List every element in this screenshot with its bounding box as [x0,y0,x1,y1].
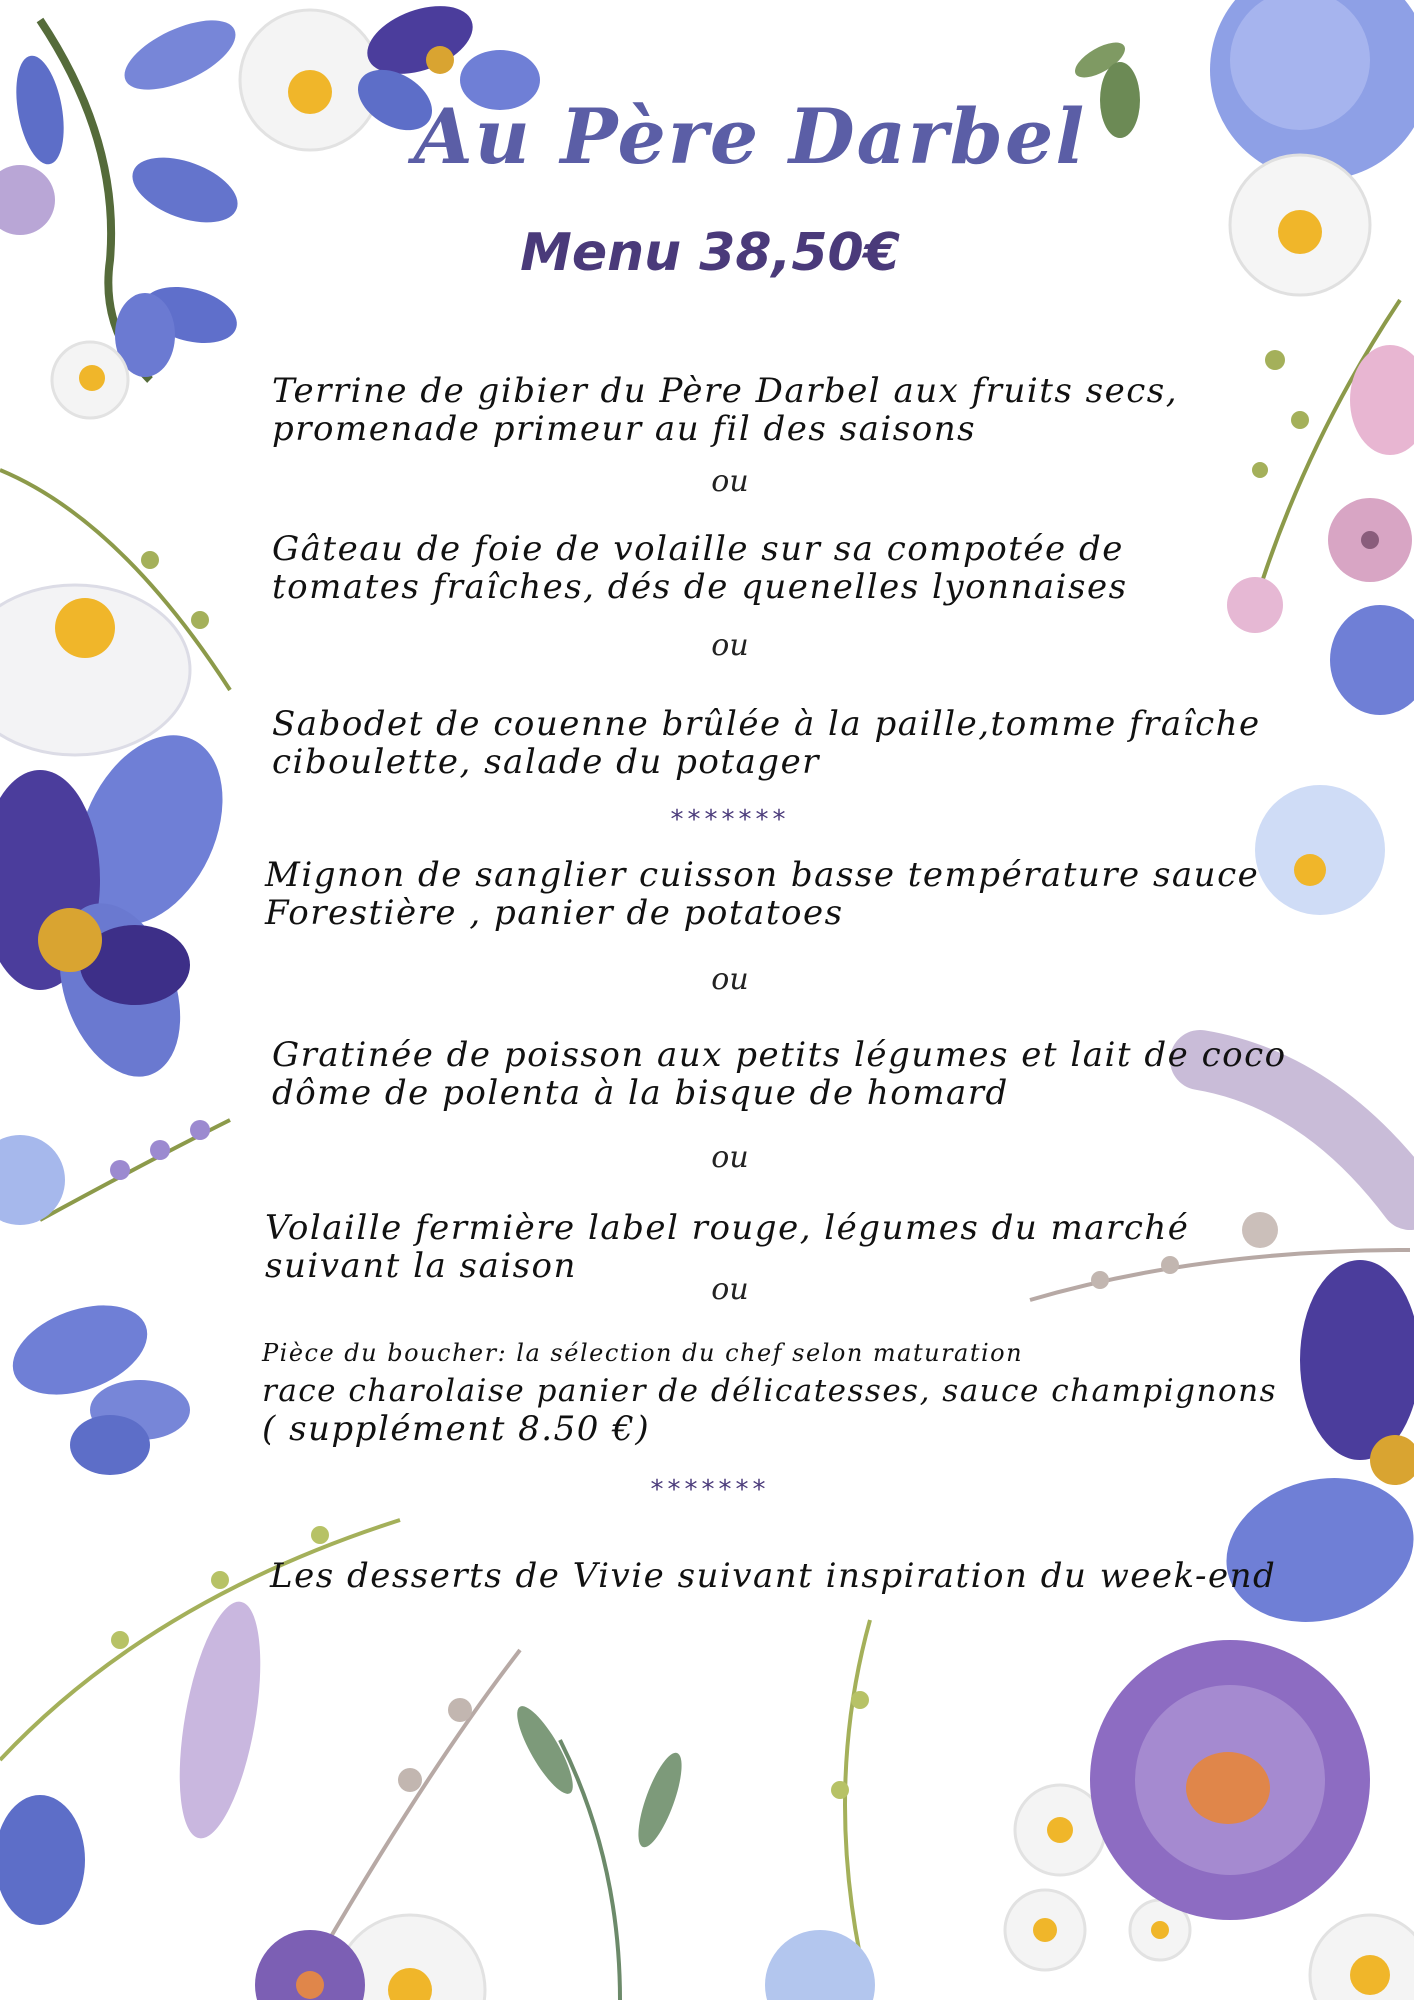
plat-1-line-1: Mignon de sanglier cuisson basse température sauce [265,855,1260,895]
plat-1-line-2: Forestière , panier de potatoes [265,893,844,933]
entree-3-line-1: Sabodet de couenne brûlée à la paille,tomme fraîche [272,704,1261,744]
entree-1-line-1: Terrine de gibier du Père Darbel aux fruits secs, [272,371,1179,411]
plat-3-line-2: suivant la saison [265,1246,577,1286]
restaurant-name: Au Père Darbel [413,92,1087,181]
dessert-line: Les desserts de Vivie suivant inspiration du week-end [270,1556,1277,1596]
plat-4-supplement: ( supplément 8.50 €) [262,1409,651,1449]
left-big-violet [0,712,251,1093]
left-crocus [1,1288,190,1475]
separator-or: ou [711,464,749,499]
plat-4-line-1: Pièce du boucher: la sélection du chef selon maturation [262,1339,1024,1367]
entree-2-line-1: Gâteau de foie de volaille sur sa compotée de [272,529,1124,569]
right-greenery [1227,300,1414,715]
top-daisy [240,10,380,150]
separator-or: ou [711,962,749,997]
entree-3 [272,705,1261,781]
entree-1 [272,372,1178,448]
dessert [270,1557,1276,1595]
plat-2-line-1: Gratinée de poisson aux petits légumes et lait de coco [272,1035,1287,1075]
plat-2 [272,1036,1287,1112]
separator-or: ou [711,1272,749,1307]
entree-1-line-2: promenade primeur au fil des saisons [272,409,977,449]
separator-or: ou [711,628,749,663]
left-narcissus [0,585,190,755]
separator-or: ou [711,1140,749,1175]
separator-stars: ******* [650,1475,770,1505]
plat-1 [265,856,1259,932]
plat-4 [262,1334,1277,1448]
entree-2 [272,530,1128,606]
separator-stars: ******* [670,805,790,835]
plat-2-line-2: dôme de polenta à la bisque de homard [272,1073,1009,1113]
entree-2-line-2: tomates fraîches, dés de quenelles lyonnaises [272,567,1128,607]
plat-3-line-1: Volaille fermière label rouge, légumes du marché [265,1208,1190,1248]
left-lavender [0,1120,230,1225]
top-right-peony [1070,0,1414,180]
entree-3-line-2: ciboulette, salade du potager [272,742,820,782]
plat-4-line-2: race charolaise panier de délicatesses, sauce champignons [262,1373,1278,1409]
menu-price-title: Menu 38,50€ [520,223,900,283]
right-daisy [1230,155,1370,295]
